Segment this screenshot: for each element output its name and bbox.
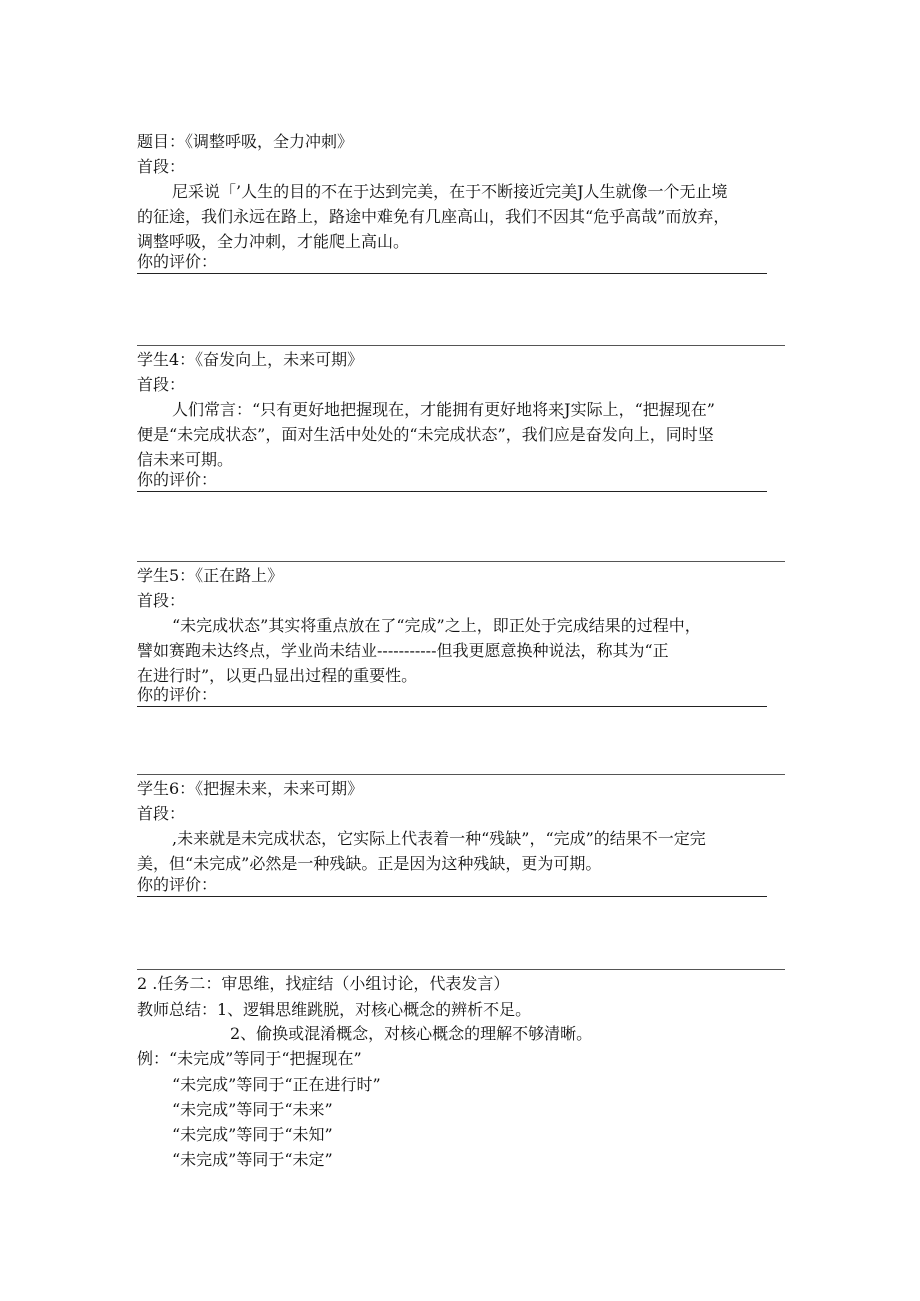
student-title: 学生5：《正在路上》 (137, 566, 284, 585)
section-divider (137, 774, 785, 775)
paragraph-line: 尼采说「’人生的目的不在于达到完美，在于不断接近完美J人生就像一个无止境 (172, 182, 728, 201)
paragraph-line: 信未来可期。 (137, 450, 234, 469)
paragraph-line: “未完成状态”其实将重点放在了“完成”之上，即正处于完成结果的过程中， (172, 616, 701, 635)
paragraph-line: 譬如赛跑未达终点，学业尚未结业-----------但我更愿意换种说法，称其为“正 (137, 641, 669, 660)
paragraph-line: 在进行时”，以更凸显出过程的重要性。 (137, 666, 418, 685)
essay-title: 题目：《调整呼吸，全力冲刺》 (137, 132, 354, 151)
task-heading: 2 .任务二：审思维，找症结（小组讨论，代表发言） (137, 974, 510, 993)
example-item: “未完成”等同于“未知” (172, 1125, 333, 1144)
teacher-summary-1: 教师总结：1、逻辑思维跳脱，对核心概念的辨析不足。 (137, 1000, 532, 1019)
first-paragraph-label: 首段： (137, 157, 186, 176)
paragraph-line: 人们常言：“只有更好地把握现在，才能拥有更好地将来J实际上，“把握现在” (172, 400, 715, 419)
first-paragraph-label: 首段： (137, 804, 186, 823)
evaluation-field[interactable]: 你的评价： (137, 251, 767, 274)
paragraph-line: 美，但“未完成”必然是一种残缺。正是因为这种残缺，更为可期。 (137, 854, 602, 873)
section-divider (137, 561, 785, 562)
paragraph-line: 便是“未完成状态”，面对生活中处处的“未完成状态”，我们应是奋发向上，同时坚 (137, 425, 714, 444)
example-item: “未完成”等同于“未定” (172, 1150, 333, 1169)
first-paragraph-label: 首段： (137, 375, 186, 394)
first-paragraph-label: 首段： (137, 591, 186, 610)
section-divider (137, 345, 785, 346)
evaluation-field[interactable]: 你的评价： (137, 874, 767, 897)
paragraph-line: 调整呼吸，全力冲刺，才能爬上高山。 (137, 232, 410, 251)
example-item: 例：“未完成”等同于“把握现在” (137, 1049, 362, 1068)
example-item: “未完成”等同于“未来” (172, 1100, 333, 1119)
teacher-summary-2: 2、偷换或混淆概念，对核心概念的理解不够清晰。 (230, 1024, 593, 1043)
student-title: 学生6：《把握未来，未来可期》 (137, 779, 364, 798)
evaluation-field[interactable]: 你的评价： (137, 469, 767, 492)
paragraph-line: ,未来就是未完成状态，它实际上代表着一种“残缺”，“完成”的结果不一定完 (172, 829, 706, 848)
section-divider (137, 969, 785, 970)
example-item: “未完成”等同于“正在进行时” (172, 1075, 381, 1094)
student-title: 学生4：《奋发向上，未来可期》 (137, 350, 364, 369)
paragraph-line: 的征途，我们永远在路上，路途中难免有几座高山，我们不因其“危乎高哉”而放弃， (137, 207, 730, 226)
evaluation-field[interactable]: 你的评价： (137, 684, 767, 707)
